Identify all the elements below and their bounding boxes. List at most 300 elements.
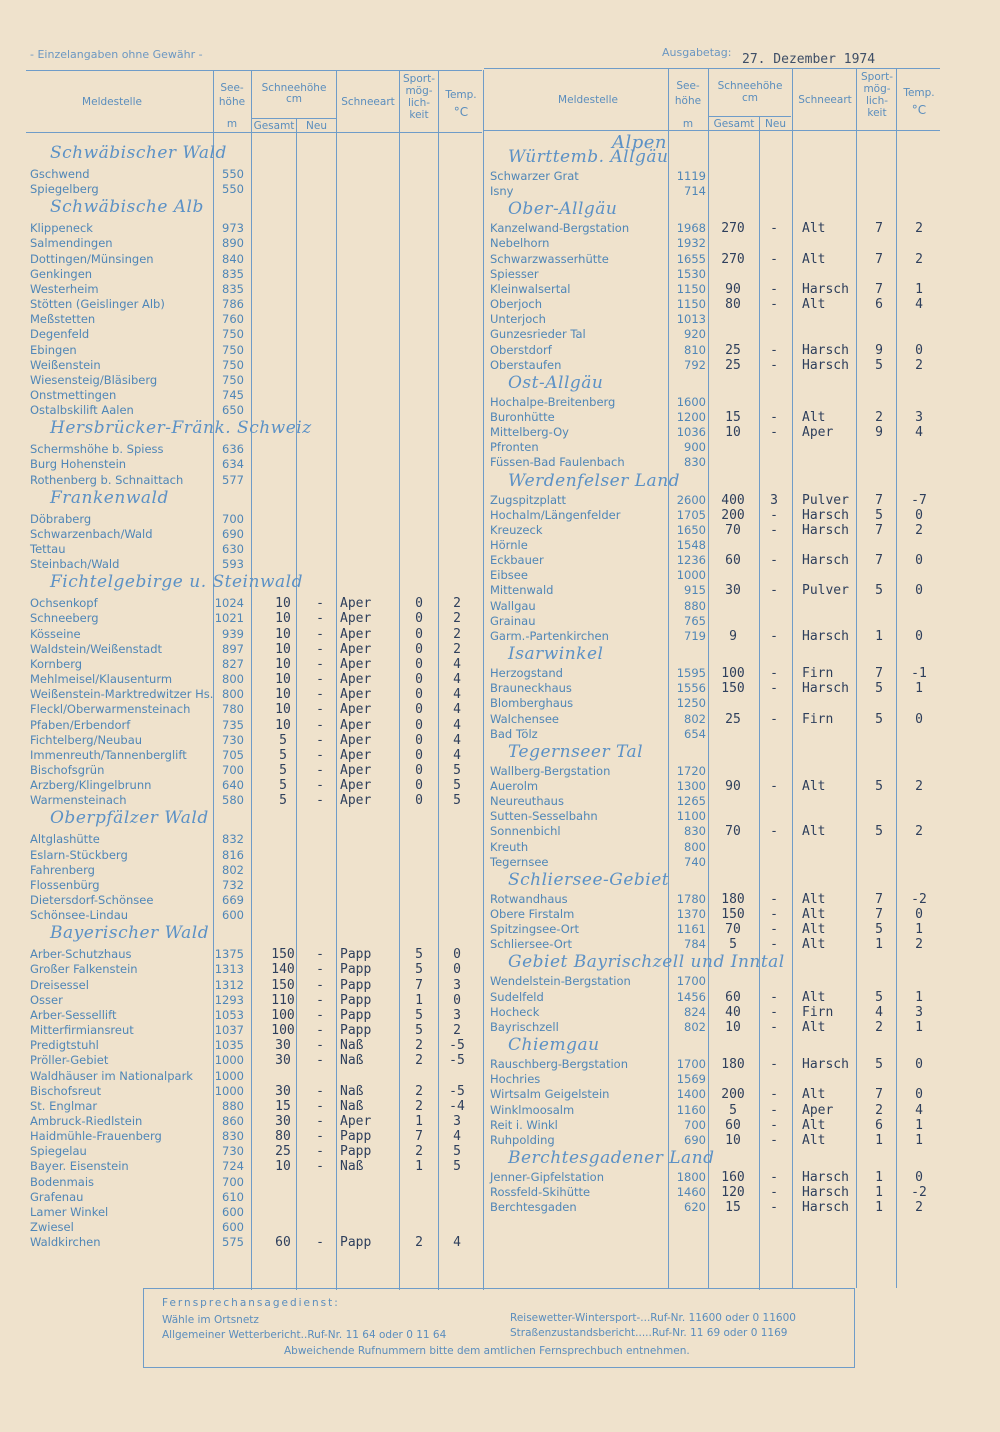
- snow-type: Papp: [340, 1235, 372, 1251]
- station-row: [490, 583, 940, 598]
- snow-new: -: [770, 342, 778, 358]
- snow-new: -: [316, 1113, 324, 1129]
- station-row: [30, 1235, 480, 1250]
- station-elevation: 1800: [676, 1169, 706, 1184]
- station-name: Nebelhorn: [490, 236, 550, 251]
- snow-new: 3: [770, 492, 778, 508]
- station-name: Großer Falkenstein: [30, 962, 138, 977]
- station-elevation: 700: [684, 1117, 706, 1132]
- station-row: [30, 312, 480, 327]
- station-row: [30, 267, 480, 282]
- station-elevation: 900: [684, 440, 706, 455]
- region-title: Hersbrücker-Fränk. Schweiz: [50, 418, 312, 439]
- station-elevation: 1000: [676, 568, 706, 583]
- header-elev-right-2: höhe: [674, 95, 702, 107]
- snow-new: -: [316, 793, 324, 809]
- temperature: 2: [453, 611, 461, 627]
- station-elevation: 1370: [676, 907, 706, 921]
- station-row: [30, 596, 480, 611]
- station-name: Salmendingen: [30, 236, 113, 251]
- station-elevation: 830: [684, 455, 706, 470]
- station-row: [490, 493, 940, 508]
- snow-total: 60: [275, 1235, 291, 1251]
- station-row: [30, 718, 480, 733]
- region-title: Fichtelgebirge u. Steinwald: [50, 572, 303, 593]
- snow-total: 110: [271, 992, 295, 1008]
- station-elevation: 973: [222, 221, 244, 236]
- snow-total: 70: [725, 922, 741, 938]
- station-elevation: 1600: [676, 394, 706, 409]
- snow-type: Harsch: [802, 628, 849, 644]
- station-row: [490, 1118, 940, 1133]
- station-elevation: 810: [684, 342, 706, 357]
- station-row: [30, 1205, 480, 1220]
- snow-total: 60: [725, 989, 741, 1005]
- snow-type: Alt: [802, 907, 826, 922]
- header-sport-left-3: lich-: [407, 97, 431, 109]
- station-row: [490, 523, 940, 538]
- station-name: Buronhütte: [490, 409, 555, 424]
- snow-new: -: [770, 507, 778, 523]
- snow-total: 25: [725, 342, 741, 358]
- snow-new: -: [770, 989, 778, 1005]
- station-name: St. Englmar: [30, 1098, 98, 1113]
- sport-rating: 0: [415, 672, 423, 688]
- temperature: 5: [453, 762, 461, 778]
- station-name: Ruhpolding: [490, 1132, 555, 1147]
- temperature: -2: [911, 1185, 927, 1201]
- station-elevation: 1119: [676, 169, 706, 183]
- station-row: [30, 642, 480, 657]
- region-title: Chiemgau: [508, 1035, 600, 1056]
- station-row: [490, 184, 940, 199]
- station-elevation: 1312: [214, 977, 244, 992]
- station-name: Hörnle: [490, 538, 528, 552]
- station-name: Pfronten: [490, 440, 539, 455]
- station-row: [30, 1129, 480, 1144]
- station-elevation: 1968: [676, 221, 706, 236]
- station-elevation: 650: [222, 403, 244, 418]
- station-row: [490, 440, 940, 455]
- station-row: [30, 167, 480, 182]
- station-row: [30, 947, 480, 962]
- snow-type: Naß: [340, 1053, 364, 1069]
- snow-type: Papp: [340, 992, 372, 1008]
- station-elevation: 714: [684, 184, 706, 199]
- station-name: Garm.-Partenkirchen: [490, 628, 609, 643]
- snow-new: -: [316, 1038, 324, 1054]
- station-elevation: 669: [222, 893, 244, 907]
- station-elevation: 735: [222, 717, 244, 732]
- phone-weather-report: Allgemeiner Wetterbericht..Ruf-Nr. 11 64 oder 0 11 64: [162, 1329, 447, 1341]
- snow-total: 80: [275, 1129, 291, 1145]
- snow-total: 15: [275, 1098, 291, 1114]
- snow-total: 5: [279, 747, 287, 763]
- temperature: 4: [915, 1102, 923, 1118]
- temperature: 0: [915, 907, 923, 922]
- station-name: Schneeberg: [30, 611, 99, 626]
- snow-type: Aper: [802, 1102, 834, 1118]
- sport-rating: 7: [415, 977, 423, 993]
- station-elevation: 580: [222, 793, 244, 808]
- snow-total: 10: [275, 596, 291, 612]
- station-row: [490, 312, 940, 327]
- station-row: [490, 696, 940, 711]
- station-elevation: 1300: [676, 778, 706, 793]
- station-name: Kreuth: [490, 839, 529, 854]
- station-name: Jenner-Gipfelstation: [490, 1169, 604, 1184]
- snow-total: 5: [279, 793, 287, 809]
- grid-line: [483, 70, 484, 1290]
- snow-type: Harsch: [802, 1057, 849, 1073]
- station-elevation: 1037: [214, 1023, 244, 1038]
- snow-total: 200: [721, 1087, 745, 1103]
- station-name: Schwarzenbach/Wald: [30, 526, 153, 541]
- sport-rating: 2: [875, 409, 883, 425]
- sport-rating: 2: [415, 1053, 423, 1069]
- station-elevation: 802: [684, 1019, 706, 1034]
- sport-rating: 2: [415, 1235, 423, 1251]
- snow-type: Alt: [802, 922, 826, 938]
- station-elevation: 550: [222, 182, 244, 197]
- region-title: Werdenfelser Land: [508, 470, 681, 491]
- station-name: Unterjoch: [490, 312, 546, 327]
- station-name: Zugspitzplatt: [490, 492, 567, 507]
- snow-type: Naß: [340, 1038, 364, 1054]
- sport-rating: 7: [875, 1087, 883, 1103]
- snow-type: Harsch: [802, 342, 849, 358]
- temperature: 0: [915, 628, 923, 644]
- temperature: 0: [453, 947, 461, 963]
- snow-new: -: [316, 992, 324, 1008]
- station-elevation: 920: [684, 327, 706, 342]
- station-elevation: 2600: [676, 492, 706, 507]
- station-elevation: 1236: [676, 553, 706, 568]
- snow-total: 30: [725, 583, 741, 599]
- snow-new: -: [770, 1057, 778, 1073]
- snow-total: 5: [729, 937, 737, 953]
- snow-new: -: [770, 1185, 778, 1201]
- snow-type: Aper: [340, 611, 372, 627]
- temperature: 0: [915, 553, 923, 569]
- station-row: [30, 1069, 480, 1084]
- station-row: [490, 267, 940, 282]
- station-name: Ochsenkopf: [30, 596, 98, 611]
- snow-new: -: [316, 1159, 324, 1175]
- snow-type: Aper: [340, 747, 372, 763]
- header-sport-left-4: keit: [409, 109, 429, 121]
- sport-rating: 7: [875, 221, 883, 237]
- station-name: Onstmettingen: [30, 387, 117, 402]
- snow-total: 5: [279, 762, 287, 778]
- station-elevation: 1200: [676, 409, 706, 424]
- station-name: Schönsee-Lindau: [30, 908, 129, 923]
- snow-total: 25: [725, 357, 741, 373]
- station-row: [30, 1114, 480, 1129]
- station-name: Oberstaufen: [490, 357, 562, 372]
- sport-rating: 0: [415, 793, 423, 809]
- station-name: Kreuzeck: [490, 522, 543, 537]
- station-elevation: 800: [222, 687, 244, 702]
- temperature: 2: [453, 1023, 461, 1039]
- station-name: Weißenstein-Marktredwitzer Hs.: [30, 687, 214, 702]
- snow-new: -: [316, 717, 324, 733]
- snow-new: -: [770, 666, 778, 682]
- region-title: Oberpfälzer Wald: [50, 808, 209, 829]
- sport-rating: 0: [415, 732, 423, 748]
- temperature: -5: [449, 1038, 465, 1054]
- station-name: Winklmoosalm: [490, 1102, 575, 1117]
- station-name: Auerolm: [490, 778, 539, 793]
- station-row: [490, 1005, 940, 1020]
- station-elevation: 765: [684, 613, 706, 628]
- phone-service-line-local: Wähle im Ortsnetz: [162, 1314, 259, 1326]
- grid-line: [709, 116, 791, 117]
- station-elevation: 780: [222, 702, 244, 717]
- station-row: [490, 236, 940, 251]
- temperature: 0: [453, 962, 461, 978]
- snow-total: 15: [725, 409, 741, 425]
- station-name: Fichtelberg/Neubau: [30, 732, 143, 747]
- temperature: -5: [449, 1053, 465, 1069]
- grid-line: [26, 132, 482, 133]
- station-elevation: 1456: [676, 989, 706, 1004]
- station-elevation: 690: [222, 526, 244, 541]
- temperature: 4: [453, 687, 461, 703]
- station-name: Bayer. Eisenstein: [30, 1159, 129, 1174]
- region-title: Schwäbischer Wald: [50, 143, 227, 163]
- station-row: [490, 1020, 940, 1035]
- station-row: [30, 527, 480, 542]
- station-name: Ambruck-Riedlstein: [30, 1113, 143, 1128]
- station-elevation: 630: [222, 542, 244, 556]
- sport-rating: 1: [875, 1169, 883, 1185]
- temperature: 5: [453, 793, 461, 809]
- sport-rating: 7: [875, 492, 883, 508]
- station-row: [490, 855, 940, 870]
- station-row: [490, 824, 940, 839]
- station-row: [490, 629, 940, 644]
- station-elevation: 1150: [676, 297, 706, 312]
- region-title: Bayerischer Wald: [50, 923, 210, 944]
- station-name: Spiegelberg: [30, 182, 99, 197]
- station-name: Stötten (Geislinger Alb): [30, 297, 165, 312]
- station-elevation: 1530: [676, 266, 706, 281]
- station-elevation: 1250: [676, 696, 706, 711]
- sport-rating: 0: [415, 641, 423, 657]
- region-title: Isarwinkel: [508, 644, 604, 665]
- station-row: [490, 974, 940, 989]
- snow-type: Aper: [340, 626, 372, 642]
- temperature: 4: [453, 747, 461, 763]
- station-elevation: 730: [222, 1144, 244, 1159]
- snow-total: 400: [721, 492, 745, 508]
- station-row: [490, 764, 940, 779]
- station-name: Burg Hohenstein: [30, 457, 127, 472]
- station-elevation: 792: [684, 357, 706, 372]
- snow-total: 150: [271, 977, 295, 993]
- snow-new: -: [770, 251, 778, 267]
- station-elevation: 745: [222, 387, 244, 402]
- station-elevation: 784: [684, 937, 706, 952]
- station-name: Weißenstein: [30, 357, 101, 372]
- header-sport-right-4: keit: [867, 107, 887, 119]
- station-name: Rotwandhaus: [490, 891, 568, 906]
- station-row: [30, 1220, 480, 1235]
- snow-type: Naß: [340, 1159, 364, 1175]
- header-elev-left-2: höhe: [218, 96, 246, 108]
- snow-new: -: [316, 596, 324, 612]
- station-elevation: 620: [684, 1200, 706, 1215]
- station-name: Fleckl/Oberwarmensteinach: [30, 702, 191, 717]
- header-station-right: Meldestelle: [558, 94, 618, 106]
- header-sport-right-1: Sport-: [861, 71, 893, 83]
- snow-total: 30: [275, 1113, 291, 1129]
- snow-new: -: [316, 1053, 324, 1069]
- temperature: 5: [453, 778, 461, 794]
- sport-rating: 2: [415, 1098, 423, 1114]
- station-row: [30, 236, 480, 251]
- snow-total: 70: [725, 522, 741, 538]
- station-name: Bischofsgrün: [30, 762, 105, 777]
- snow-new: -: [770, 1132, 778, 1148]
- sport-rating: 0: [415, 596, 423, 612]
- sport-rating: 5: [415, 1007, 423, 1023]
- station-name: Brauneckhaus: [490, 681, 572, 696]
- station-row: [30, 457, 480, 472]
- station-name: Mittenwald: [490, 583, 554, 598]
- station-name: Ebingen: [30, 342, 77, 357]
- station-name: Wirtsalm Geigelstein: [490, 1087, 610, 1102]
- sport-rating: 9: [875, 425, 883, 441]
- station-name: Immenreuth/Tannenberglift: [30, 747, 187, 762]
- station-name: Sudelfeld: [490, 989, 544, 1004]
- snow-total: 270: [721, 251, 745, 267]
- station-name: Blomberghaus: [490, 696, 574, 711]
- temperature: 4: [453, 717, 461, 733]
- station-row: [490, 1170, 940, 1185]
- snow-type: Harsch: [802, 357, 849, 373]
- sport-rating: 7: [875, 251, 883, 267]
- snow-new: -: [316, 1083, 324, 1099]
- station-elevation: 880: [684, 598, 706, 613]
- grid-line: [26, 70, 482, 71]
- sport-rating: 7: [875, 522, 883, 538]
- sport-rating: 0: [415, 687, 423, 703]
- snow-total: 9: [729, 628, 737, 644]
- temperature: 1: [915, 989, 923, 1005]
- station-elevation: 840: [222, 251, 244, 266]
- sport-rating: 1: [415, 992, 423, 1008]
- station-elevation: 750: [222, 372, 244, 387]
- station-elevation: 832: [222, 832, 244, 847]
- snow-type: Alt: [802, 1117, 826, 1133]
- snow-new: -: [316, 778, 324, 794]
- header-elev-left-1: See-: [220, 82, 244, 94]
- snow-type: Alt: [802, 937, 826, 953]
- snow-new: -: [770, 937, 778, 953]
- station-row: [30, 993, 480, 1008]
- station-name: Berchtesgaden: [490, 1200, 577, 1215]
- station-name: Walchensee: [490, 711, 559, 726]
- station-row: [30, 893, 480, 908]
- station-name: Spiegelau: [30, 1144, 87, 1159]
- sport-rating: 0: [415, 778, 423, 794]
- station-elevation: 1655: [676, 251, 706, 266]
- snow-new: -: [770, 1102, 778, 1118]
- snow-total: 10: [275, 687, 291, 703]
- snow-new: -: [316, 977, 324, 993]
- station-elevation: 1780: [676, 891, 706, 906]
- station-name: Gunzesrieder Tal: [490, 327, 586, 342]
- station-name: Arzberg/Klingelbrunn: [30, 778, 152, 793]
- sport-rating: 5: [875, 583, 883, 599]
- sport-rating: 5: [875, 711, 883, 727]
- snow-new: -: [316, 687, 324, 703]
- station-row: [30, 878, 480, 893]
- snow-total: 10: [275, 626, 291, 642]
- station-row: [490, 327, 940, 342]
- temperature: 3: [453, 1007, 461, 1023]
- sport-rating: 5: [875, 824, 883, 840]
- station-row: [30, 542, 480, 557]
- station-row: [30, 1190, 480, 1205]
- station-row: [30, 182, 480, 197]
- station-elevation: 800: [222, 672, 244, 687]
- header-snow-unit-right: cm: [741, 92, 758, 104]
- snow-new: -: [770, 425, 778, 441]
- snow-type: Papp: [340, 1129, 372, 1145]
- station-row: [30, 733, 480, 748]
- station-row: [30, 1175, 480, 1190]
- station-row: [30, 252, 480, 267]
- snow-new: -: [770, 297, 778, 313]
- station-row: [490, 568, 940, 583]
- snow-new: -: [770, 628, 778, 644]
- station-elevation: 830: [222, 1129, 244, 1144]
- snow-total: 10: [275, 656, 291, 672]
- snow-total: 25: [275, 1144, 291, 1160]
- station-elevation: 1460: [676, 1185, 706, 1200]
- issue-date: 27. Dezember 1974: [742, 52, 876, 67]
- station-row: [30, 282, 480, 297]
- station-row: [490, 1057, 940, 1072]
- snow-type: Harsch: [802, 681, 849, 697]
- station-row: [490, 1200, 940, 1215]
- temperature: 0: [915, 507, 923, 523]
- station-elevation: 577: [222, 472, 244, 487]
- sport-rating: 1: [875, 1200, 883, 1216]
- station-name: Wallberg-Bergstation: [490, 763, 611, 778]
- snow-type: Pulver: [802, 583, 849, 599]
- temperature: 0: [915, 342, 923, 358]
- snow-type: Papp: [340, 977, 372, 993]
- snow-type: Firn: [802, 711, 834, 727]
- snow-new: -: [316, 1023, 324, 1039]
- station-row: [30, 1144, 480, 1159]
- region-title: Württemb. Allgäu: [508, 147, 669, 167]
- station-name: Altglashütte: [30, 832, 100, 847]
- snow-total: 150: [721, 681, 745, 697]
- station-row: [490, 840, 940, 855]
- snow-type: Alt: [802, 297, 826, 313]
- station-name: Füssen-Bad Faulenbach: [490, 455, 625, 470]
- snow-type: Alt: [802, 1132, 826, 1148]
- header-elev-unit-right: m: [682, 118, 694, 130]
- snow-total: 40: [725, 1004, 741, 1020]
- station-row: [490, 508, 940, 523]
- sport-rating: 1: [875, 1185, 883, 1201]
